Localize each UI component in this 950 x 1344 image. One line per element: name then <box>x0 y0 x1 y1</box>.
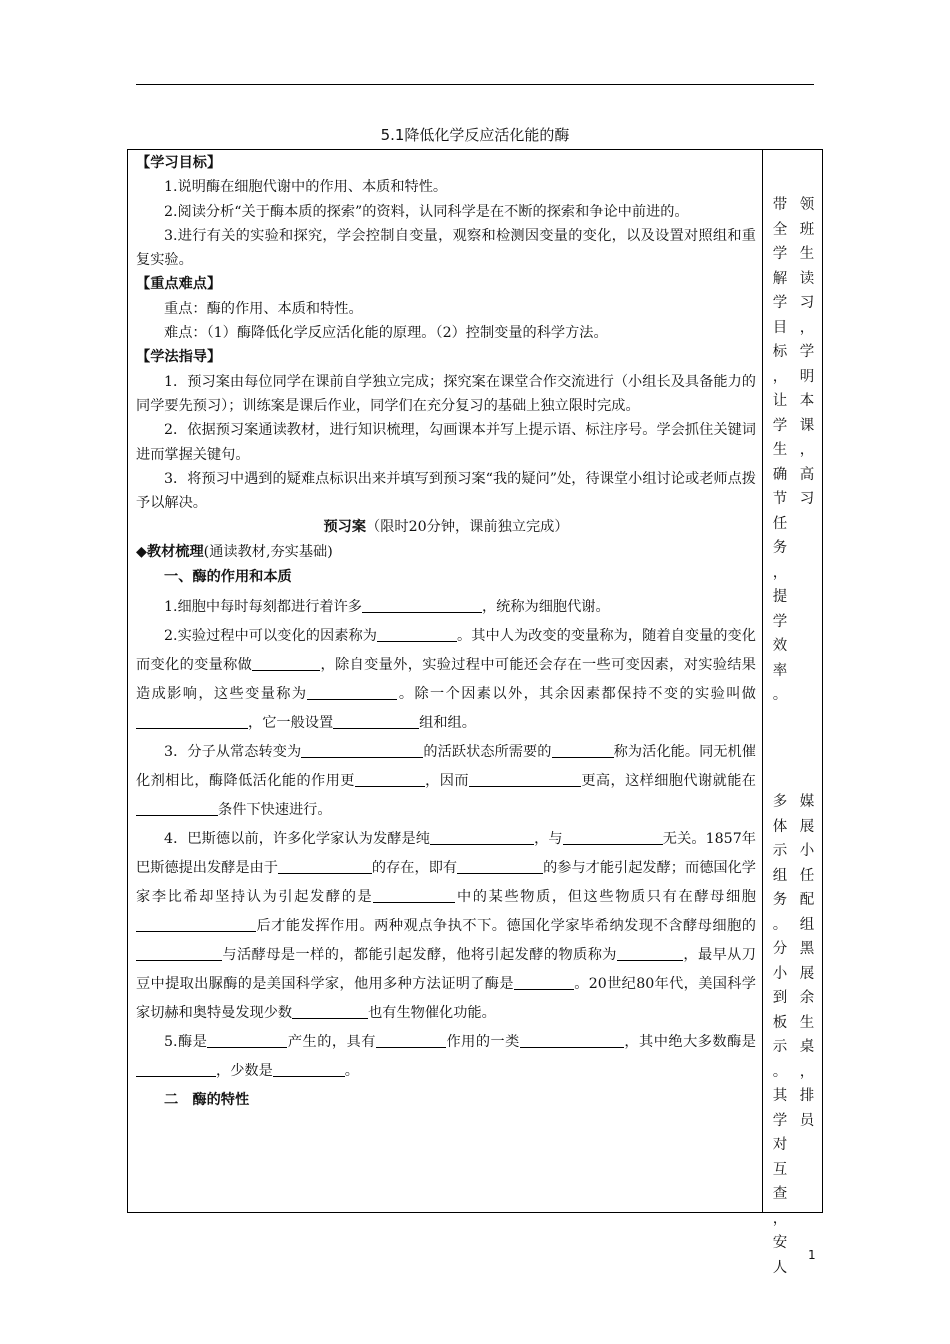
blank[interactable] <box>376 1032 446 1048</box>
sidebar-char: 学 <box>772 295 788 311</box>
sidebar-char: 展 <box>799 818 815 835</box>
column-divider <box>762 149 763 1213</box>
blank[interactable] <box>520 1032 624 1048</box>
sidebar-char: 本 <box>799 393 815 409</box>
method-item: 1．预习案由每位同学在课前自学独立完成；探究案在课堂合作交流进行（小组长及具备能力的同学要先预习）；训练案是课后作业，同学们在充分复习的基础上独立限时完成。 <box>136 373 756 414</box>
sidebar-char: 小 <box>799 843 815 859</box>
goal-item: 1.说明酶在细胞代谢中的作用、本质和特性。 <box>164 179 448 196</box>
sidebar-char: 多 <box>772 794 788 810</box>
page-number: 1 <box>808 1248 816 1262</box>
blank[interactable] <box>136 800 218 816</box>
sidebar-char: 示 <box>772 843 788 859</box>
sidebar-char: 生 <box>772 442 788 458</box>
sidebar-char: 。 <box>772 916 788 933</box>
blank[interactable] <box>430 829 534 845</box>
sidebar-char: 安 <box>772 1235 788 1251</box>
part2-heading: 二 酶的特性 <box>164 1092 250 1109</box>
part1-heading: 一、酶的作用和本质 <box>164 569 292 586</box>
sidebar-char: 余 <box>799 990 815 1006</box>
sidebar-char: 分 <box>772 941 788 957</box>
method-heading: 【学法指导】 <box>136 349 222 366</box>
sidebar-char: 习 <box>799 491 815 507</box>
blank[interactable] <box>136 916 256 932</box>
sidebar-char: ， <box>772 564 788 581</box>
blank[interactable] <box>469 771 581 787</box>
sidebar-char: 务 <box>772 540 788 556</box>
sidebar-char: 桌 <box>799 1039 815 1055</box>
blank[interactable] <box>207 1032 287 1048</box>
sidebar-char: 配 <box>799 892 815 908</box>
sidebar-char: 标 <box>772 344 788 360</box>
sidebar-char: 人 <box>772 1259 788 1276</box>
sidebar-char: 班 <box>799 221 815 238</box>
sidebar-char: 务 <box>772 892 788 908</box>
sidebar-char: 领 <box>799 197 815 213</box>
sidebar-char: 学 <box>772 246 788 262</box>
sidebar-char: 节 <box>772 491 788 507</box>
sidebar-note-1-left <box>772 193 788 708</box>
sidebar-char: 学 <box>772 417 788 434</box>
sidebar-char: 学 <box>799 344 815 360</box>
goals-heading: 【学习目标】 <box>136 155 222 171</box>
sidebar-note-1-right <box>799 193 815 512</box>
section-rest: (通读教材,夯实基础) <box>203 543 333 560</box>
sidebar-note-2-left <box>772 790 788 1280</box>
sidebar-char: 全 <box>772 221 788 238</box>
blank[interactable] <box>273 1061 345 1077</box>
question-3: 3．分子从常态转变为 的活跃状态所需要的 称为活化能。同无机催化剂相比，酶降低活化能的作用更 ，因而 更高，这样细胞代谢就能在条件下快速进行。 <box>136 744 756 819</box>
blank[interactable] <box>355 771 425 787</box>
sidebar-char: 生 <box>799 246 815 262</box>
keypoints-heading: 【重点难点】 <box>136 276 222 293</box>
blank[interactable] <box>362 597 482 613</box>
sidebar-char: 目 <box>772 319 788 336</box>
sidebar-char: 课 <box>799 417 815 434</box>
sidebar-char: 媒 <box>799 794 815 810</box>
question-5: 5.酶是 产生的，具有 作用的一类 ，其中绝大多数酶是，少数是 。 <box>136 1028 756 1086</box>
sidebar-char: 提 <box>772 589 788 605</box>
blank[interactable] <box>301 742 423 758</box>
method-item: 2．依据预习案通读教材，进行知识梳理，勾画课本并写上提示语、标注序号。学会抓住关键词进而掌握关键句。 <box>136 422 756 463</box>
goal-item: 2.阅读分析“关于酶本质的探索”的资料，认同科学是在不断的探索和争论中前进的。 <box>164 203 689 220</box>
sidebar-char: 互 <box>772 1161 788 1178</box>
blank[interactable] <box>278 858 372 874</box>
method-item: 3．将预习中遇到的疑难点标识出来并填写到预习案“我的疑问”处，待课堂小组讨论或老师点拨予以解决。 <box>136 470 756 512</box>
preview-title <box>136 515 756 539</box>
difficulty-text: 难点：（1）酶降低化学反应活化能的原理。（2）控制变量的科学方法。 <box>164 325 608 342</box>
section-bold: ◆教材梳理 <box>136 543 204 560</box>
blank[interactable] <box>617 945 683 961</box>
blank[interactable] <box>377 626 457 642</box>
sidebar-char: 。 <box>772 1063 788 1080</box>
sidebar-char: ， <box>799 1063 815 1080</box>
sidebar-char: 黑 <box>799 941 815 957</box>
preview-title-rest: （限时20分钟，课前独立完成） <box>366 519 569 536</box>
sidebar-char: 带 <box>772 197 788 213</box>
blank[interactable] <box>136 1061 216 1077</box>
section-heading <box>136 540 756 564</box>
sidebar-char: 示 <box>772 1039 788 1055</box>
sidebar-char: 高 <box>799 466 815 483</box>
main-column <box>136 151 756 1113</box>
blank[interactable] <box>292 1003 368 1019</box>
sidebar-char: 展 <box>799 965 815 982</box>
header-rule <box>136 84 814 85</box>
sidebar-char: 查 <box>772 1186 788 1202</box>
sidebar-char: ， <box>772 368 788 385</box>
sidebar-char: 明 <box>799 368 815 385</box>
preview-title-bold: 预习案 <box>323 519 367 536</box>
focus-text: 重点：酶的作用、本质和特性。 <box>164 300 363 317</box>
question-1: 1.细胞中每时每刻都进行着许多 ，统称为细胞代谢。 <box>164 599 610 616</box>
sidebar-char: 解 <box>772 270 788 287</box>
blank[interactable] <box>136 713 248 729</box>
blank[interactable] <box>373 887 455 903</box>
goal-item: 3.进行有关的实验和探究，学会控制自变量，观察和检测因变量的变化，以及设置对照组和重复实验。 <box>136 227 756 269</box>
sidebar-char: 读 <box>799 270 815 287</box>
sidebar-char: 组 <box>772 867 788 884</box>
sidebar-char: 其 <box>772 1088 788 1104</box>
document-title: 5.1降低化学反应活化能的酶 <box>380 126 570 144</box>
sidebar-char: 小 <box>772 965 788 982</box>
sidebar-char: 组 <box>799 916 815 933</box>
blank[interactable] <box>333 713 419 729</box>
sidebar-char: 。 <box>772 687 788 703</box>
sidebar-note-2-right <box>799 790 815 1133</box>
sidebar-char: 员 <box>799 1112 815 1129</box>
sidebar-char: ， <box>799 442 815 458</box>
sidebar-char: 任 <box>772 515 788 532</box>
sidebar-char: 习 <box>799 295 815 311</box>
blank[interactable] <box>307 684 397 700</box>
blank[interactable] <box>252 655 320 671</box>
sidebar-char: 任 <box>799 867 815 884</box>
blank[interactable] <box>457 858 543 874</box>
sidebar-char: 效 <box>772 638 788 654</box>
sidebar-char: 率 <box>772 662 788 679</box>
sidebar-char: 确 <box>772 466 788 483</box>
sidebar-char: 对 <box>772 1137 788 1153</box>
sidebar-char: 到 <box>772 990 788 1006</box>
blank[interactable] <box>563 829 663 845</box>
sidebar-char: 排 <box>799 1088 815 1104</box>
sidebar-char: 体 <box>772 818 788 835</box>
sidebar-char: 学 <box>772 1112 788 1129</box>
question-4: 4．巴斯德以前，许多化学家认为发酵是纯 ，与 无关。1857年巴斯德提出发酵是由于 的存在，即有 的参与才能引起发酵；而德国化学家李比希却坚持认为引起发酵的是 中的某些物质，但这些物质只有在酵母细胞后才能发挥作用。两种观点争执不下。德国化学家毕希纳发现不含酵母细胞的与活酵母是一样的，都能引起发酵，他将引起发酵的物质称为 ，最早从刀豆中提取出脲酶的是美国科学家，他用多种方法证明了酶是 。20世纪80年代，美国科学家切赫和奥特曼发现少数 也有生物催化功能。 <box>136 831 756 1022</box>
sidebar-char: ， <box>772 1210 788 1227</box>
sidebar-char: 学 <box>772 613 788 630</box>
sidebar-char: ， <box>799 319 815 336</box>
blank[interactable] <box>552 742 614 758</box>
question-2: 2.实验过程中可以变化的因素称为 。其中人为改变的变量称为，随着自变量的变化而变化的变量称做 ，除自变量外，实验过程中可能还会存在一些可变因素，对实验结果造成影响，这些变量称为 。除一个因素以外，其余因素都保持不变的实验叫做，它一般设置 组和组。 <box>136 628 756 732</box>
sidebar-char: 让 <box>772 393 788 409</box>
blank[interactable] <box>136 945 222 961</box>
sidebar-char: 生 <box>799 1014 815 1031</box>
blank[interactable] <box>514 974 574 990</box>
sidebar-char: 板 <box>772 1014 788 1031</box>
